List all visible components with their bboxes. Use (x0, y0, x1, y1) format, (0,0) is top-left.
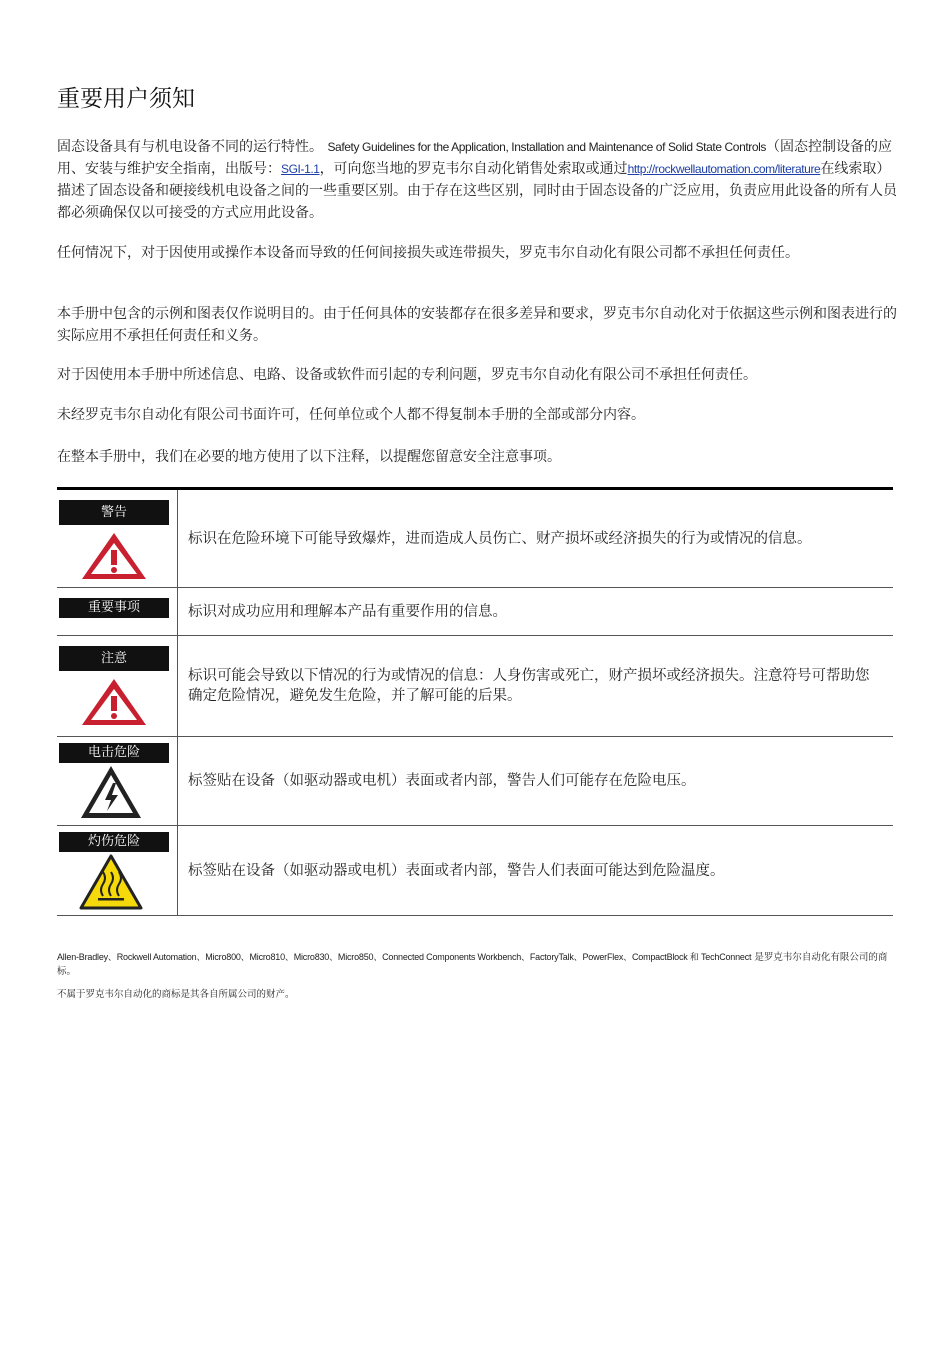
warning-label: 警告 (59, 500, 169, 525)
notice-row-important (57, 588, 893, 636)
intro-text-c: ，可向您当地的罗克韦尔自动化销售处索取或通过 (319, 161, 628, 177)
paragraph-copyright: 未经罗克韦尔自动化有限公司书面许可，任何单位或个人都不得复制本手册的全部或部分内容。 (57, 407, 645, 423)
paragraph-intro (57, 136, 897, 224)
shock-hazard-icon (79, 764, 143, 820)
warning-text: 标识在危险环境下可能导致爆炸，进而造成人员伤亡、财产损坏或经济损失的行为或情况的信息。 (188, 530, 812, 547)
intro-text-b: （固态控制设备的应用、安装与维护安全指南，出版号： (57, 139, 893, 177)
notice-icon-cell (57, 636, 178, 736)
warning-triangle-icon (79, 530, 149, 582)
shock-label: 电击危险 (59, 743, 169, 763)
notice-row-burn (57, 826, 893, 916)
caution-triangle-icon (79, 676, 149, 728)
trademark-brands: Allen-Bradley、Rockwell Automation、Micro800、Micro810、Micro830、Micro850、Connected Components Workbench、FactoryTalk、PowerFlex、CompactBlock 和 TechConnect (57, 952, 752, 962)
trademark-notice (57, 950, 897, 979)
notice-table (57, 487, 893, 916)
trademark-suffix: 是罗克韦尔自动化有限公司的商标。 (57, 952, 888, 977)
notice-row-shock (57, 737, 893, 826)
paragraph-examples: 本手册中包含的示例和图表仅作说明目的。由于任何具体的安装都存在很多差异和要求，罗克韦尔自动化对于依据这些示例和图表进行的实际应用不承担任何责任和义务。 (57, 306, 897, 344)
notice-icon-cell (57, 588, 178, 635)
notice-row-caution (57, 636, 893, 737)
notice-row-warning (57, 490, 893, 588)
notice-icon-cell (57, 490, 178, 587)
page-title: 重要用户须知 (57, 86, 195, 112)
caution-label: 注意 (59, 646, 169, 671)
important-text: 标识对成功应用和理解本产品有重要作用的信息。 (188, 603, 507, 620)
paragraph-liability: 任何情况下，对于因使用或操作本设备而导致的任何间接损失或连带损失，罗克韦尔自动化有限公司都不承担任何责任。 (57, 245, 799, 261)
literature-link[interactable]: http://rockwellautomation.com/literature (627, 162, 821, 176)
important-label: 重要事项 (59, 598, 169, 618)
burn-label: 灼伤危险 (59, 832, 169, 852)
notice-icon-cell (57, 737, 178, 825)
burn-hazard-icon (79, 854, 143, 910)
paragraph-patent: 对于因使用本手册中所述信息、电路、设备或软件而引起的专利问题，罗克韦尔自动化有限公司不承担任何责任。 (57, 367, 757, 383)
publication-title: Safety Guidelines for the Application, Installation and Maintenance of Solid State Controls (327, 140, 767, 154)
shock-text: 标签贴在设备（如驱动器或电机）表面或者内部，警告人们可能存在危险电压。 (188, 773, 696, 789)
third-party-trademark-note: 不属于罗克韦尔自动化的商标是其各自所属公司的财产。 (57, 989, 295, 1000)
burn-text: 标签贴在设备（如驱动器或电机）表面或者内部，警告人们表面可能达到危险温度。 (188, 862, 725, 879)
paragraph-notes-intro: 在整本手册中，我们在必要的地方使用了以下注释，以提醒您留意安全注意事项。 (57, 449, 561, 465)
caution-text: 标识可能会导致以下情况的行为或情况的信息：人身伤害或死亡，财产损坏或经济损失。注意符号可帮助您确定危险情况，避免发生危险，并了解可能的后果。 (188, 668, 870, 704)
intro-text-d: 在线索取）描述了固态设备和硬接线机电设备之间的一些重要区别。由于存在这些区别，同时由于固态设备的广泛应用，负责应用此设备的所有人员都必须确保仅以可接受的方式应用此设备。 (57, 161, 897, 221)
notice-icon-cell (57, 826, 178, 915)
sgi-link[interactable]: SGI-1.1 (281, 162, 320, 176)
intro-text-a: 固态设备具有与机电设备不同的运行特性。 (57, 139, 323, 155)
